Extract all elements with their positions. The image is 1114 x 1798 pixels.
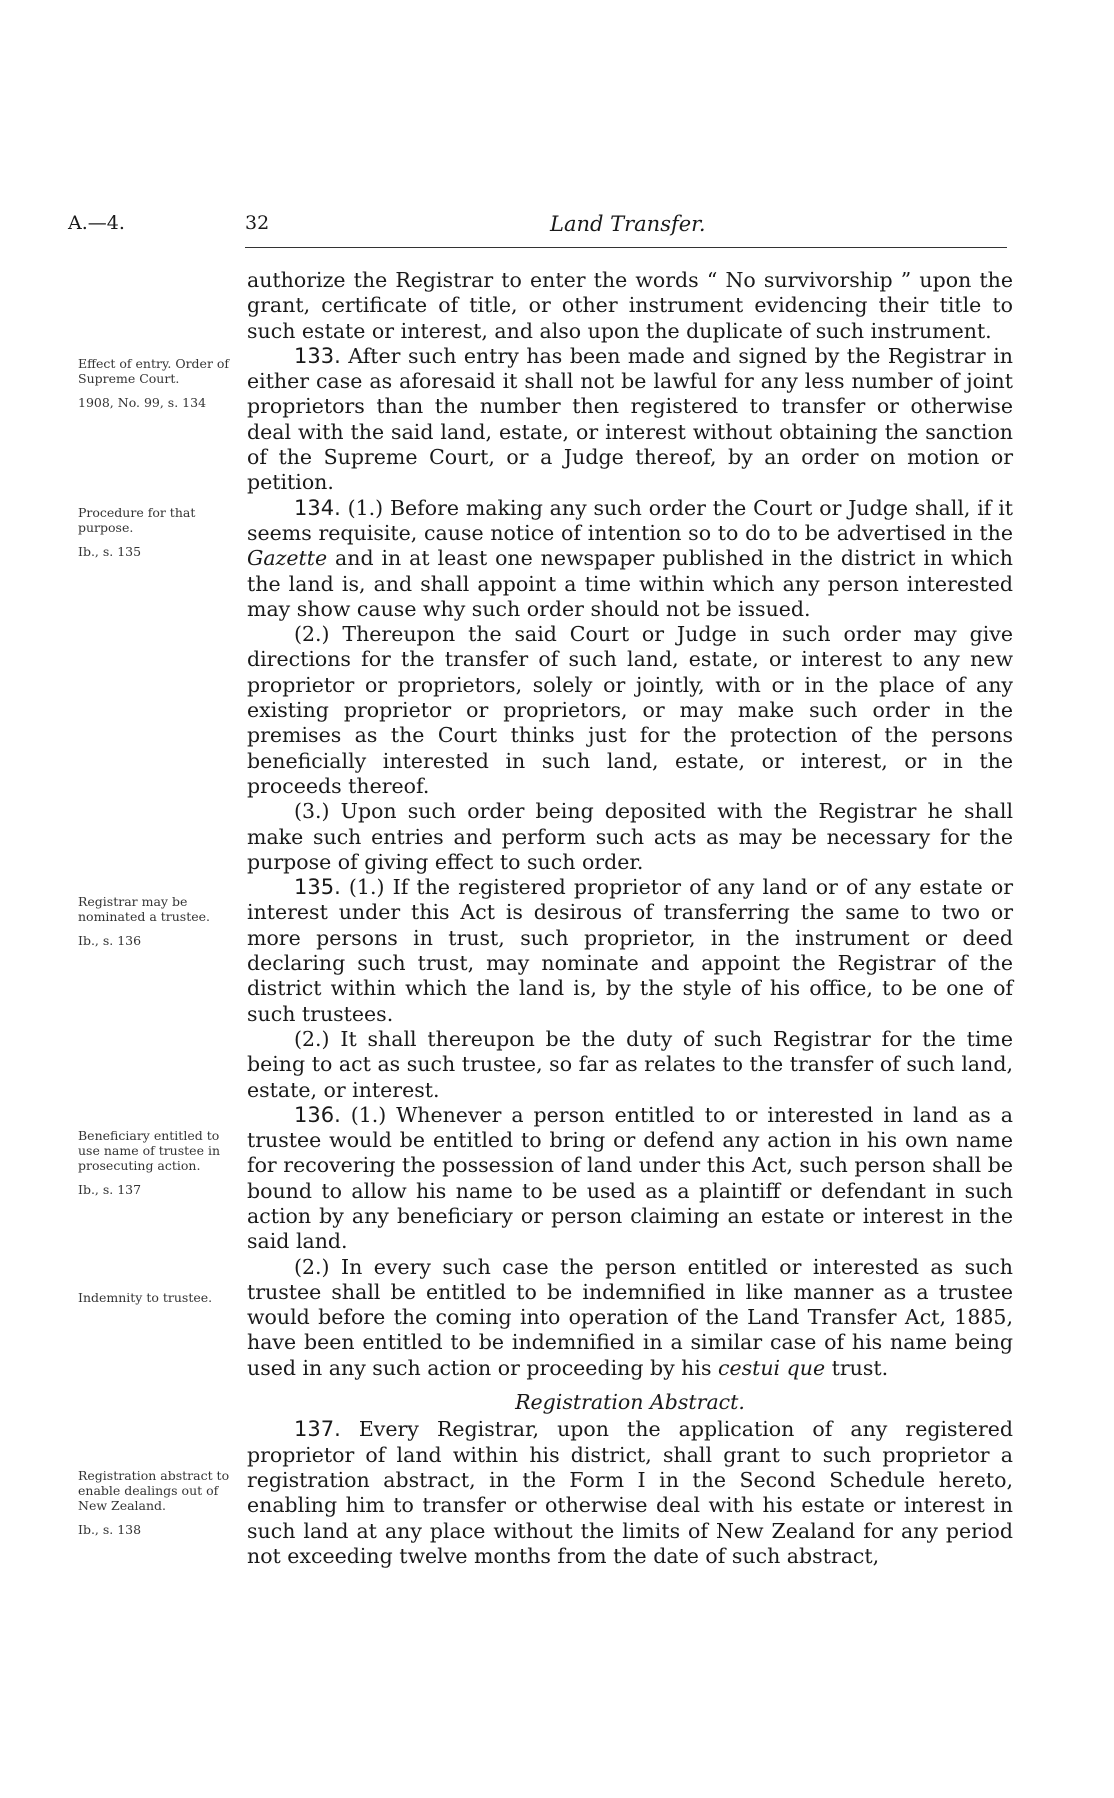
margin-note-title: Registrar may be nominated a trustee. <box>78 894 211 924</box>
margin-note-title: Indemnity to trustee. <box>78 1290 213 1305</box>
section-133 <box>247 344 1013 496</box>
margin-note-indemnity <box>78 1290 238 1305</box>
section-135-subsection-2: (2.) It shall thereupon be the duty of such Registrar for the time being to act as such trustee, so far as relates to the transfer of such land, estate, or interest. <box>247 1026 1013 1102</box>
page-title: Land Transfer. <box>550 212 706 236</box>
section-text: Every Registrar, upon the application of any registered proprietor of land within his district, shall grant to such proprietor a registration abstract, in the Form I in the Second Schedule hereto, enabling him to transfer or otherwise deal with his estate or interest in such land at any place without the limits of New Zealand for any period not exceeding twelve months from the date of such abstract, <box>247 1417 1013 1568</box>
margin-note-title: Effect of entry. Order of Supreme Court. <box>78 356 230 386</box>
section-number: 135. <box>294 875 341 900</box>
margin-note-registrar-trustee <box>78 894 238 948</box>
section-134 <box>247 496 1013 622</box>
section-text: (1.) Whenever a person entitled to or interested in land as a trustee would be entitled to bring or defend any action in his own name for recovering the possession of land under this Act, such person shall be bound to allow his name to be used as a plaintiff or defendant in such action by any beneficiary or person claiming an estate or interest in the said land. <box>247 1102 1013 1254</box>
margin-note-ref: Ib., s. 135 <box>78 544 142 559</box>
section-text: (1.) If the registered proprietor of any land or of any estate or interest under this Act is desirous of transferring the same to two or more persons in trust, such proprietor, in the instrument or deed declaring such trust, may nominate and appoint the Registrar of the district within which the land is, by the style of his office, to be one of such trustees. <box>247 875 1013 1026</box>
body-text <box>247 268 1013 1569</box>
margin-note-title: Procedure for that purpose. <box>78 505 196 535</box>
page-number: 32 <box>245 212 270 234</box>
header-rule <box>245 247 1007 248</box>
section-number: 134. <box>294 495 341 520</box>
margin-note-ref: 1908, No. 99, s. 134 <box>78 395 207 410</box>
section-136 <box>247 1103 1013 1255</box>
section-text: and in at least one newspaper published in the district in which the land is, and shall appoint a time within which any person interested may show cause why such order should not be issued. <box>247 546 1013 621</box>
section-136-subsection-2 <box>247 1255 1013 1381</box>
italic-text: Gazette <box>247 546 328 571</box>
margin-note-registration-abstract <box>78 1468 238 1537</box>
section-number: 136. <box>294 1102 341 1127</box>
section-137 <box>247 1417 1013 1569</box>
section-135 <box>247 875 1013 1027</box>
paper-reference: A.—4. <box>68 212 125 234</box>
section-heading: Registration Abstract. <box>515 1390 745 1415</box>
margin-note-title: Beneficiary entitled to use name of trustee in prosecuting action. <box>78 1128 220 1173</box>
section-number: 133. <box>294 343 341 368</box>
margin-note-title: Registration abstract to enable dealings out of New Zealand. <box>78 1468 230 1513</box>
section-text: After such entry has been made and signed by the Registrar in either case as aforesaid it shall not be lawful for any less number of joint proprietors than the number then registered to transfer or otherwise deal with the said land, estate, or interest without obtaining the sanction of the Supreme Court, or a Judge thereof, by an order on motion or petition. <box>247 343 1013 495</box>
italic-text: cestui que <box>717 1355 826 1380</box>
section-text: (1.) Before making any such order the Court or Judge shall, if it seems requisite, cause notice of intention so to do to be advertised in the <box>247 495 1013 545</box>
section-number: 137. <box>294 1417 341 1442</box>
section-text: (2.) In every such case the person entitled or interested as such trustee shall be entitled to be indemnified in like manner as a trustee would before the coming into operation of the Land Transfer Act, 1885, have been entitled to be indemnified in a similar case of his name being used in any such action or proceeding by his <box>247 1254 1013 1380</box>
margin-note-ref: Ib., s. 138 <box>78 1522 142 1537</box>
section-134-subsection-2: (2.) Thereupon the said Court or Judge in such order may give directions for the transfer of such land, estate, or interest to any new proprietor or proprietors, solely or jointly, with or in the place of any existing proprietor or proprietors, or may make such order in the premises as the Court thinks just for the protection of the persons beneficially interested in such land, estate, or interest, or in the proceeds thereof. <box>247 622 1013 798</box>
continuation-paragraph: authorize the Registrar to enter the words “ No survivorship ” upon the grant, certificate of title, or other instrument evidencing their title to such estate or interest, and also upon the duplicate of such instrument. <box>247 268 1013 343</box>
margin-note-effect-of-entry <box>78 356 238 410</box>
margin-note-ref: Ib., s. 136 <box>78 933 142 948</box>
section-134-subsection-3: (3.) Upon such order being deposited with the Registrar he shall make such entries and perform such acts as may be necessary for the purpose of giving effect to such order. <box>247 799 1013 874</box>
section-text: trust. <box>825 1355 889 1380</box>
margin-note-ref: Ib., s. 137 <box>78 1182 142 1197</box>
margin-note-beneficiary <box>78 1128 238 1197</box>
margin-note-procedure <box>78 505 238 559</box>
